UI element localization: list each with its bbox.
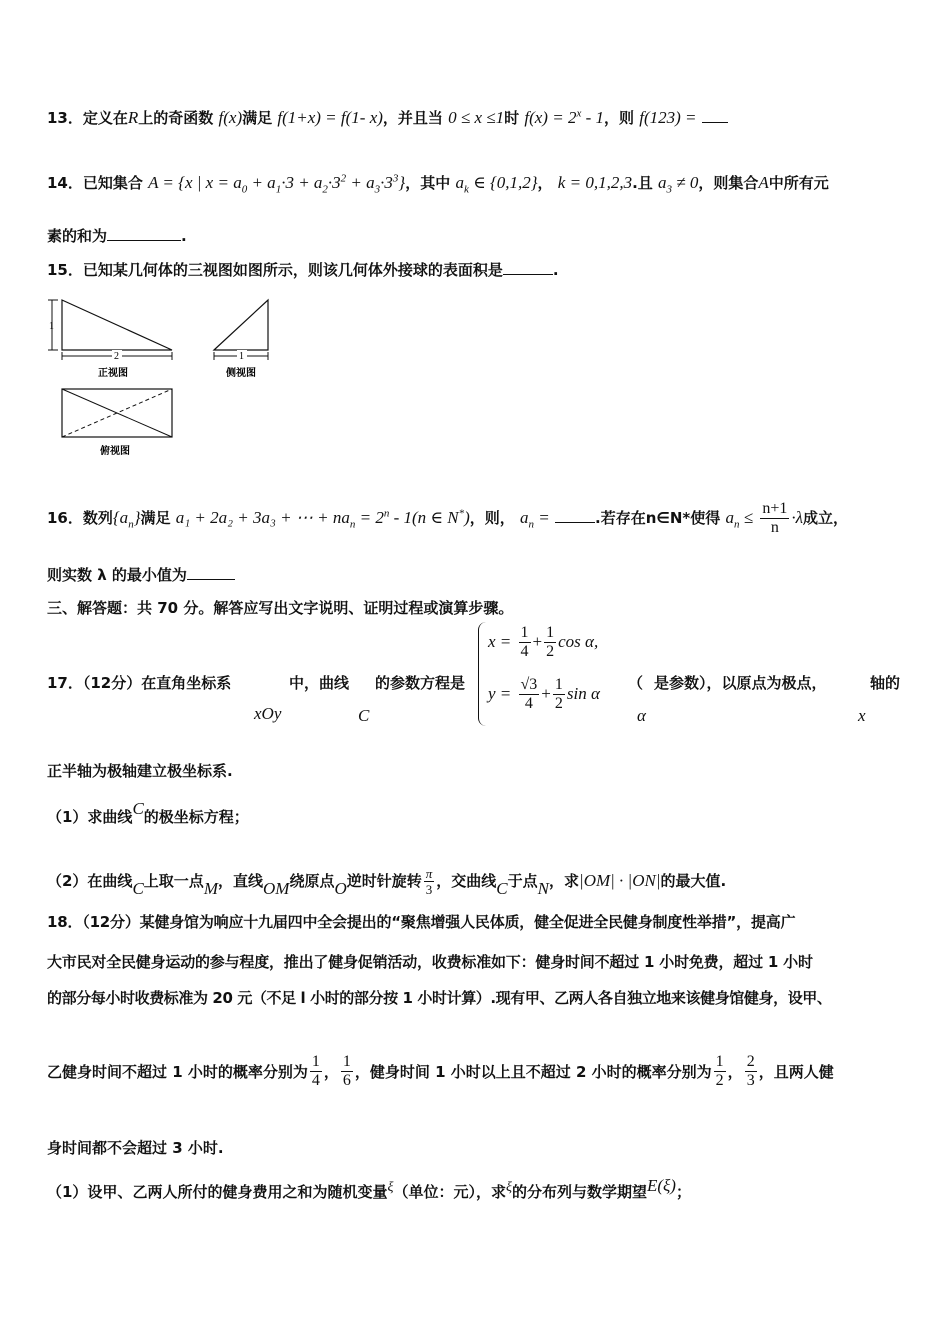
q17-C2: C: [496, 879, 508, 898]
q17-p1-C: C: [132, 799, 144, 818]
q14-setA-head: A = {x | x = a: [148, 173, 242, 192]
q16-text: 则实数 λ 的最小值为: [47, 566, 187, 584]
q14-ak-set: ∈ {0,1,2}: [473, 173, 538, 192]
top-view-label: 俯视图: [100, 446, 130, 457]
q17-text: 的参数方程是: [375, 674, 466, 692]
q16-text: 成立，: [802, 509, 848, 527]
q14-ak: $a_k$ ∈ {0,1,2}: [455, 173, 538, 196]
q13-text: 满足: [242, 109, 273, 127]
q16-equation: a₁ + 2a₂ + 3a₃ + ⋯ + $na_n = 2^n - 1(n$ ∈ N*): [175, 507, 470, 531]
q18-frac-num: 1: [311, 1052, 320, 1070]
top-view-diagonal-solid: [62, 389, 172, 437]
front-view-triangle: [62, 300, 172, 350]
q13-text: ，并且当: [382, 109, 443, 127]
q15-answer-blank[interactable]: [503, 260, 553, 275]
q17-alpha: α: [637, 706, 646, 725]
q17-y-equation: [488, 676, 600, 713]
q14-text: 中所有元: [768, 174, 829, 192]
q16-ineq-op: ≤: [743, 508, 754, 527]
q17-line2: 正半轴为极轴建立极坐标系.: [47, 762, 233, 780]
q16-ineq-base: a: [725, 508, 734, 527]
q18-xi: ξ: [387, 1180, 394, 1195]
q17-line: [47, 672, 231, 693]
q18-frac-den: 6: [342, 1071, 351, 1089]
q17-frac-num: 1: [554, 676, 563, 693]
q18-text: ，健身时间 1 小时以上且不超过 2 小时的概率分别为: [354, 1062, 712, 1081]
q17-frac-num: 1: [546, 624, 555, 641]
q17-x-frac2: [544, 624, 556, 661]
q16-an-base: a: [520, 508, 529, 527]
q17-p2-text: 上取一点: [143, 872, 204, 890]
q18-p1-text: ；: [675, 1183, 691, 1201]
side-view-triangle: [214, 300, 268, 350]
q16-ineq: $a_n$ ≤: [725, 508, 754, 531]
q17-text: （: [628, 674, 644, 692]
q17-part1: [47, 799, 249, 827]
q16-lambda: ·λ: [791, 508, 803, 527]
q16-eq-close: ): [464, 508, 470, 527]
q18-text: 乙健身时间不超过 1 小时的概率分别为: [47, 1062, 308, 1081]
q16-number: 16．数列: [47, 509, 113, 527]
q17-p2-C: C: [132, 879, 144, 898]
q17-xOy: xOy: [254, 704, 282, 723]
q13-fdef-base: f(x) = 2: [524, 108, 577, 127]
side-dim-width: 1: [239, 351, 244, 362]
q13-ask: f(123) =: [639, 108, 697, 127]
q17-x-equation: [488, 624, 598, 661]
q17-p2-text: 绕原点: [289, 872, 335, 890]
q16-frac-num: n+1: [762, 500, 788, 517]
q13-R: R: [127, 108, 139, 127]
q17-number: 17．（12分）在直角坐标系: [47, 674, 232, 692]
q16-lambda-blank[interactable]: [187, 565, 235, 580]
q18-part1: [47, 1176, 691, 1202]
q14-a3-base: a: [658, 173, 667, 192]
q13-text: 上的奇函数: [138, 109, 214, 127]
q16-an-blank[interactable]: [555, 508, 595, 523]
q13-fdef: [524, 108, 604, 127]
front-view-label: 正视图: [98, 368, 128, 379]
q14-line2: [47, 225, 187, 246]
q14-number: 14．已知集合: [47, 174, 143, 192]
q14-text: ，则集合: [698, 174, 759, 192]
q18-line4: [47, 1049, 834, 1093]
q13-answer-blank[interactable]: [702, 108, 728, 123]
q17-frac-den: 2: [554, 695, 563, 712]
q18-xi2: ξ: [505, 1180, 512, 1195]
q14-k: k = 0,1,2,3: [557, 173, 633, 192]
q18-sep: ，: [727, 1062, 743, 1081]
q14-line: [47, 172, 829, 195]
q17-x-frac1: [519, 624, 531, 661]
q16-nN: n∈N*: [645, 509, 691, 527]
q18-frac-1-2: [714, 1053, 726, 1090]
q14-setA-tail: }: [398, 173, 406, 192]
q16-seq-close: }: [133, 508, 141, 527]
q13-equation: f(1+x) = f(1- x): [277, 108, 383, 127]
q15-end: .: [552, 261, 559, 279]
q18-line3: 的部分每小时收费标准为 20 元（不足 l 小时的部分按 1 小时计算）.现有甲、乙两人各自独立地来该健身馆健身，设甲、: [47, 989, 832, 1007]
q17-OM: OM: [263, 879, 290, 898]
q17-x-axis: x: [858, 706, 866, 725]
q16-eq-exp: n: [383, 507, 390, 520]
q14-a3: $a_3 \ne 0$: [658, 173, 699, 196]
q17-C: C: [358, 706, 370, 725]
q14-text: 素的和为: [47, 227, 108, 245]
q15-line: [47, 259, 559, 280]
q18-frac-num: 2: [746, 1052, 755, 1070]
q16-text: 使得: [690, 509, 721, 527]
q13-fx: f(x): [218, 108, 243, 127]
q16-eq-lhs: a₁ + 2a₂ + 3a₃ + ⋯ + na: [175, 508, 350, 527]
q13-line: [47, 107, 728, 128]
q17-frac-num: 1: [520, 624, 529, 641]
q18-expectation: E(ξ): [646, 1176, 676, 1195]
q18-frac-den: 3: [746, 1071, 755, 1089]
front-dim-height: 1: [49, 321, 54, 332]
q18-p1-text: （单位：元），求: [393, 1183, 506, 1201]
q14-a3-ne: ≠ 0: [676, 173, 699, 192]
q17-y-trig: sin α: [566, 684, 600, 703]
q13-condition: 0 ≤ x ≤1: [448, 108, 505, 127]
q17-rotation-frac: [424, 866, 435, 897]
q14-A: A: [758, 173, 769, 192]
q16-eq-rhs: = 2: [355, 508, 384, 527]
q17-p2-text: 的最大值.: [660, 872, 727, 890]
q18-frac-num: 1: [342, 1052, 351, 1070]
q14-answer-blank[interactable]: [107, 226, 181, 241]
q17-x-trig: cos α,: [558, 632, 599, 651]
q17-O: O: [334, 879, 347, 898]
q14-text: .且: [632, 174, 653, 192]
q13-fdef-exp: x: [576, 107, 582, 120]
q14-text: ，其中: [405, 174, 451, 192]
q17-p2-text: 于点: [507, 872, 538, 890]
q16-eq-cond: - 1(n ∈ N: [389, 508, 459, 527]
q16-line2: [47, 564, 235, 585]
q17-p2-text: （2）在曲线: [47, 872, 133, 890]
q18-line2: 大市民对全民健身运动的参与程度，推出了健身促销活动，收费标准如下：健身时间不超过 1 小时免费，超过 1 小时: [47, 953, 813, 971]
q16-text: .若存在: [595, 509, 646, 527]
q17-p2-text: ，直线: [217, 872, 263, 890]
q17-frac-den: 3: [425, 882, 433, 897]
q16-text: 满足: [140, 509, 171, 527]
q17-y-frac2: [553, 676, 565, 713]
q17-p2-text: 逆时针旋转: [346, 872, 422, 890]
q18-line1: 18．（12分）某健身馆为响应十九届四中全会提出的“聚焦增强人民体质，健全促进全民健身制度性举措”，提高广: [47, 913, 796, 931]
q17-part2: [47, 866, 726, 897]
q18-frac-1-4: [310, 1053, 322, 1090]
q17-frac-num: √3: [520, 676, 538, 693]
q17-x-lhs: x =: [488, 632, 512, 651]
q18-frac-1-6: [341, 1053, 353, 1090]
q16-fraction: [760, 500, 789, 537]
q13-number: 13．定义在: [47, 109, 128, 127]
q16-an: $a_n$ =: [520, 508, 550, 531]
side-view-label: 侧视图: [226, 368, 256, 379]
q18-frac-den: 2: [715, 1071, 724, 1089]
q18-line5: 身时间都不会超过 3 小时.: [47, 1139, 224, 1157]
q13-text: 时: [504, 109, 520, 127]
q13-fdef-tail: - 1: [581, 108, 604, 127]
q14-setA: A = {x | $x = a_0 + a_1\cdot 3 + a_2\cdot 3^2 + a_3\cdot 3^3$}: [148, 172, 406, 196]
q17-plus: +: [541, 684, 551, 703]
q16-text: ，则，: [469, 509, 515, 527]
q17-M: M: [203, 879, 218, 898]
q13-text: ，则: [604, 109, 635, 127]
q17-p1-text: （1）求曲线: [47, 808, 133, 826]
q17-frac-den: 4: [524, 695, 533, 712]
q18-frac-den: 4: [311, 1071, 320, 1089]
q17-frac-num: π: [425, 866, 433, 881]
front-dim-width: 2: [114, 351, 119, 362]
q16-an-eq: =: [534, 508, 550, 527]
q17-y-lhs: y =: [488, 684, 512, 703]
q18-sep: ，: [323, 1062, 339, 1081]
q18-frac-2-3: [745, 1053, 757, 1090]
q17-y-frac1: [519, 676, 540, 713]
q17-p2-text: ，交曲线: [436, 872, 497, 890]
q17-frac-den: 4: [520, 643, 529, 660]
q14-ak-base: a: [455, 173, 464, 192]
q17-text: 轴的: [870, 674, 901, 692]
q17-text: 中，曲线: [289, 674, 350, 692]
q17-frac-den: 2: [546, 643, 555, 660]
q18-text: ，且两人健: [758, 1062, 834, 1081]
q18-p1-text: 的分布列与数学期望: [511, 1183, 647, 1201]
q17-plus: +: [532, 632, 543, 651]
q16-line: [47, 500, 848, 537]
q14-end: .: [181, 227, 187, 245]
q18-p1-text: （1）设甲、乙两人所付的健身费用之和为随机变量: [47, 1183, 388, 1201]
q17-p1-text: 的极坐标方程；: [143, 808, 249, 826]
q14-text: ，: [537, 174, 553, 192]
three-view-figure: [40, 290, 300, 465]
q17-p2-text: ，求: [549, 872, 580, 890]
q15-text: 15．已知某几何体的三视图如图所示，则该几何体外接球的表面积是: [47, 261, 503, 279]
q17-N: N: [537, 879, 549, 898]
q16-frac-den: n: [770, 519, 779, 536]
q14-setA-rest: + a: [251, 173, 276, 192]
q17-text: 是参数），以原点为极点，: [654, 674, 827, 692]
section-3-heading: 三、解答题：共 70 分。解答应写出文字说明、证明过程或演算步骤。: [47, 599, 514, 617]
q17-product: |OM| · |ON|: [579, 871, 661, 890]
q16-seq: $\{a_n\}$: [112, 508, 141, 531]
q16-seq-open: {a: [112, 508, 129, 527]
q18-frac-num: 1: [715, 1052, 724, 1070]
